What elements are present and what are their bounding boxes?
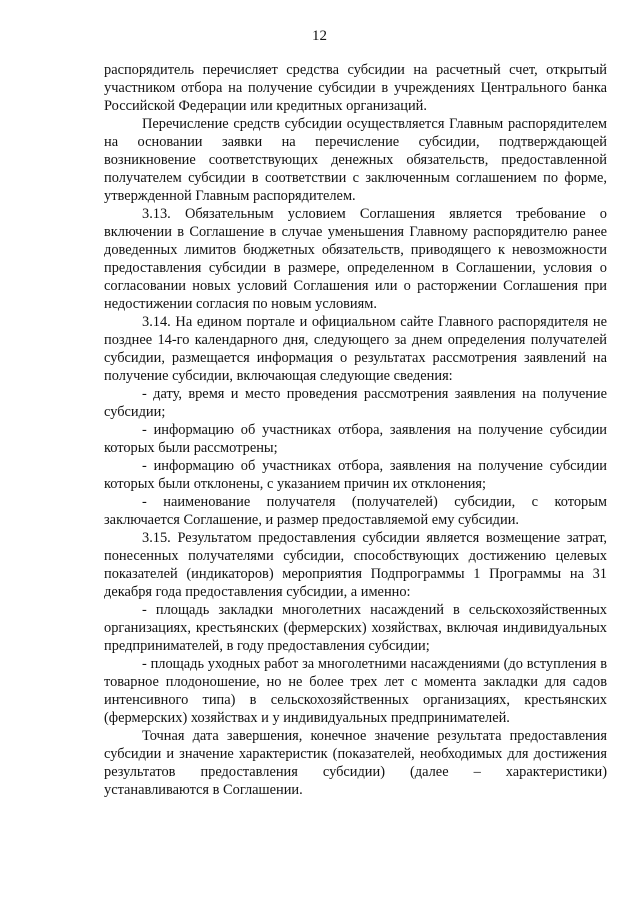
list-item-reviewed: - информацию об участниках отбора, заявления на получение субсидии которых были рассмотрены;	[104, 422, 607, 456]
paragraph-3-14: 3.14. На едином портале и официальном сайте Главного распорядителя не позднее 14-го календарного дня, следующего за днем определения получателей субсидии, размещается информация о результатах рассмотрения заявлений на получение субсидии, включающая следующие сведения:	[104, 314, 607, 384]
paragraph-3-13: 3.13. Обязательным условием Соглашения является требование о включении в Соглашение в случае уменьшения Главному распорядителю ранее доведенных лимитов бюджетных обязательств, приводящего к невозможности предоставления субсидии в размере, определенном в Соглашении, условия о согласовании новых условий Соглашения или о расторжении Соглашения при недостижении согласия по новым условиям.	[104, 206, 607, 312]
list-item-rejected: - информацию об участниках отбора, заявления на получение субсидии которых были отклонены, с указанием причин их отклонения;	[104, 458, 607, 492]
paragraph-transfer: Перечисление средств субсидии осуществляется Главным распорядителем на основании заявки на перечисление субсидии, подтверждающей возникновение соответствующих денежных обязательств, предоставленной получателем субсидии в соответствии с заключенным соглашением по форме, утвержденной Главным распорядителем.	[104, 116, 607, 204]
paragraph-characteristics: Точная дата завершения, конечное значение результата предоставления субсидии и значение характеристик (показателей, необходимых для достижения результатов предоставления субсидии) (далее – характеристики) устанавливаются в Соглашении.	[104, 728, 607, 798]
document-body	[104, 61, 607, 799]
paragraph-continuation: распорядитель перечисляет средства субсидии на расчетный счет, открытый участником отбора на получение субсидии в учреждениях Центрального банка Российской Федерации или кредитных организаций.	[104, 62, 607, 114]
paragraph-3-15: 3.15. Результатом предоставления субсидии является возмещение затрат, понесенных получателями субсидии, способствующих достижению целевых показателей (индикаторов) мероприятия Подпрограммы 1 Программы на 31 декабря года предоставления субсидии, а именно:	[104, 530, 607, 600]
list-item-recipient: - наименование получателя (получателей) субсидии, с которым заключается Соглашение, и размер предоставляемой ему субсидии.	[104, 494, 607, 528]
list-item-date-time-place: - дату, время и место проведения рассмотрения заявления на получение субсидии;	[104, 386, 607, 420]
page-number: 12	[312, 28, 327, 44]
list-item-planting-area: - площадь закладки многолетних насаждений в сельскохозяйственных организациях, крестьянских (фермерских) хозяйствах, включая индивидуальных предпринимателей, в году предоставления субсидии;	[104, 602, 607, 654]
list-item-care-area: - площадь уходных работ за многолетними насаждениями (до вступления в товарное плодоношение, но не более трех лет с момента закладки для садов интенсивного типа) в сельскохозяйственных организациях, крестьянских (фермерских) хозяйствах и у индивидуальных предпринимателей.	[104, 656, 607, 726]
